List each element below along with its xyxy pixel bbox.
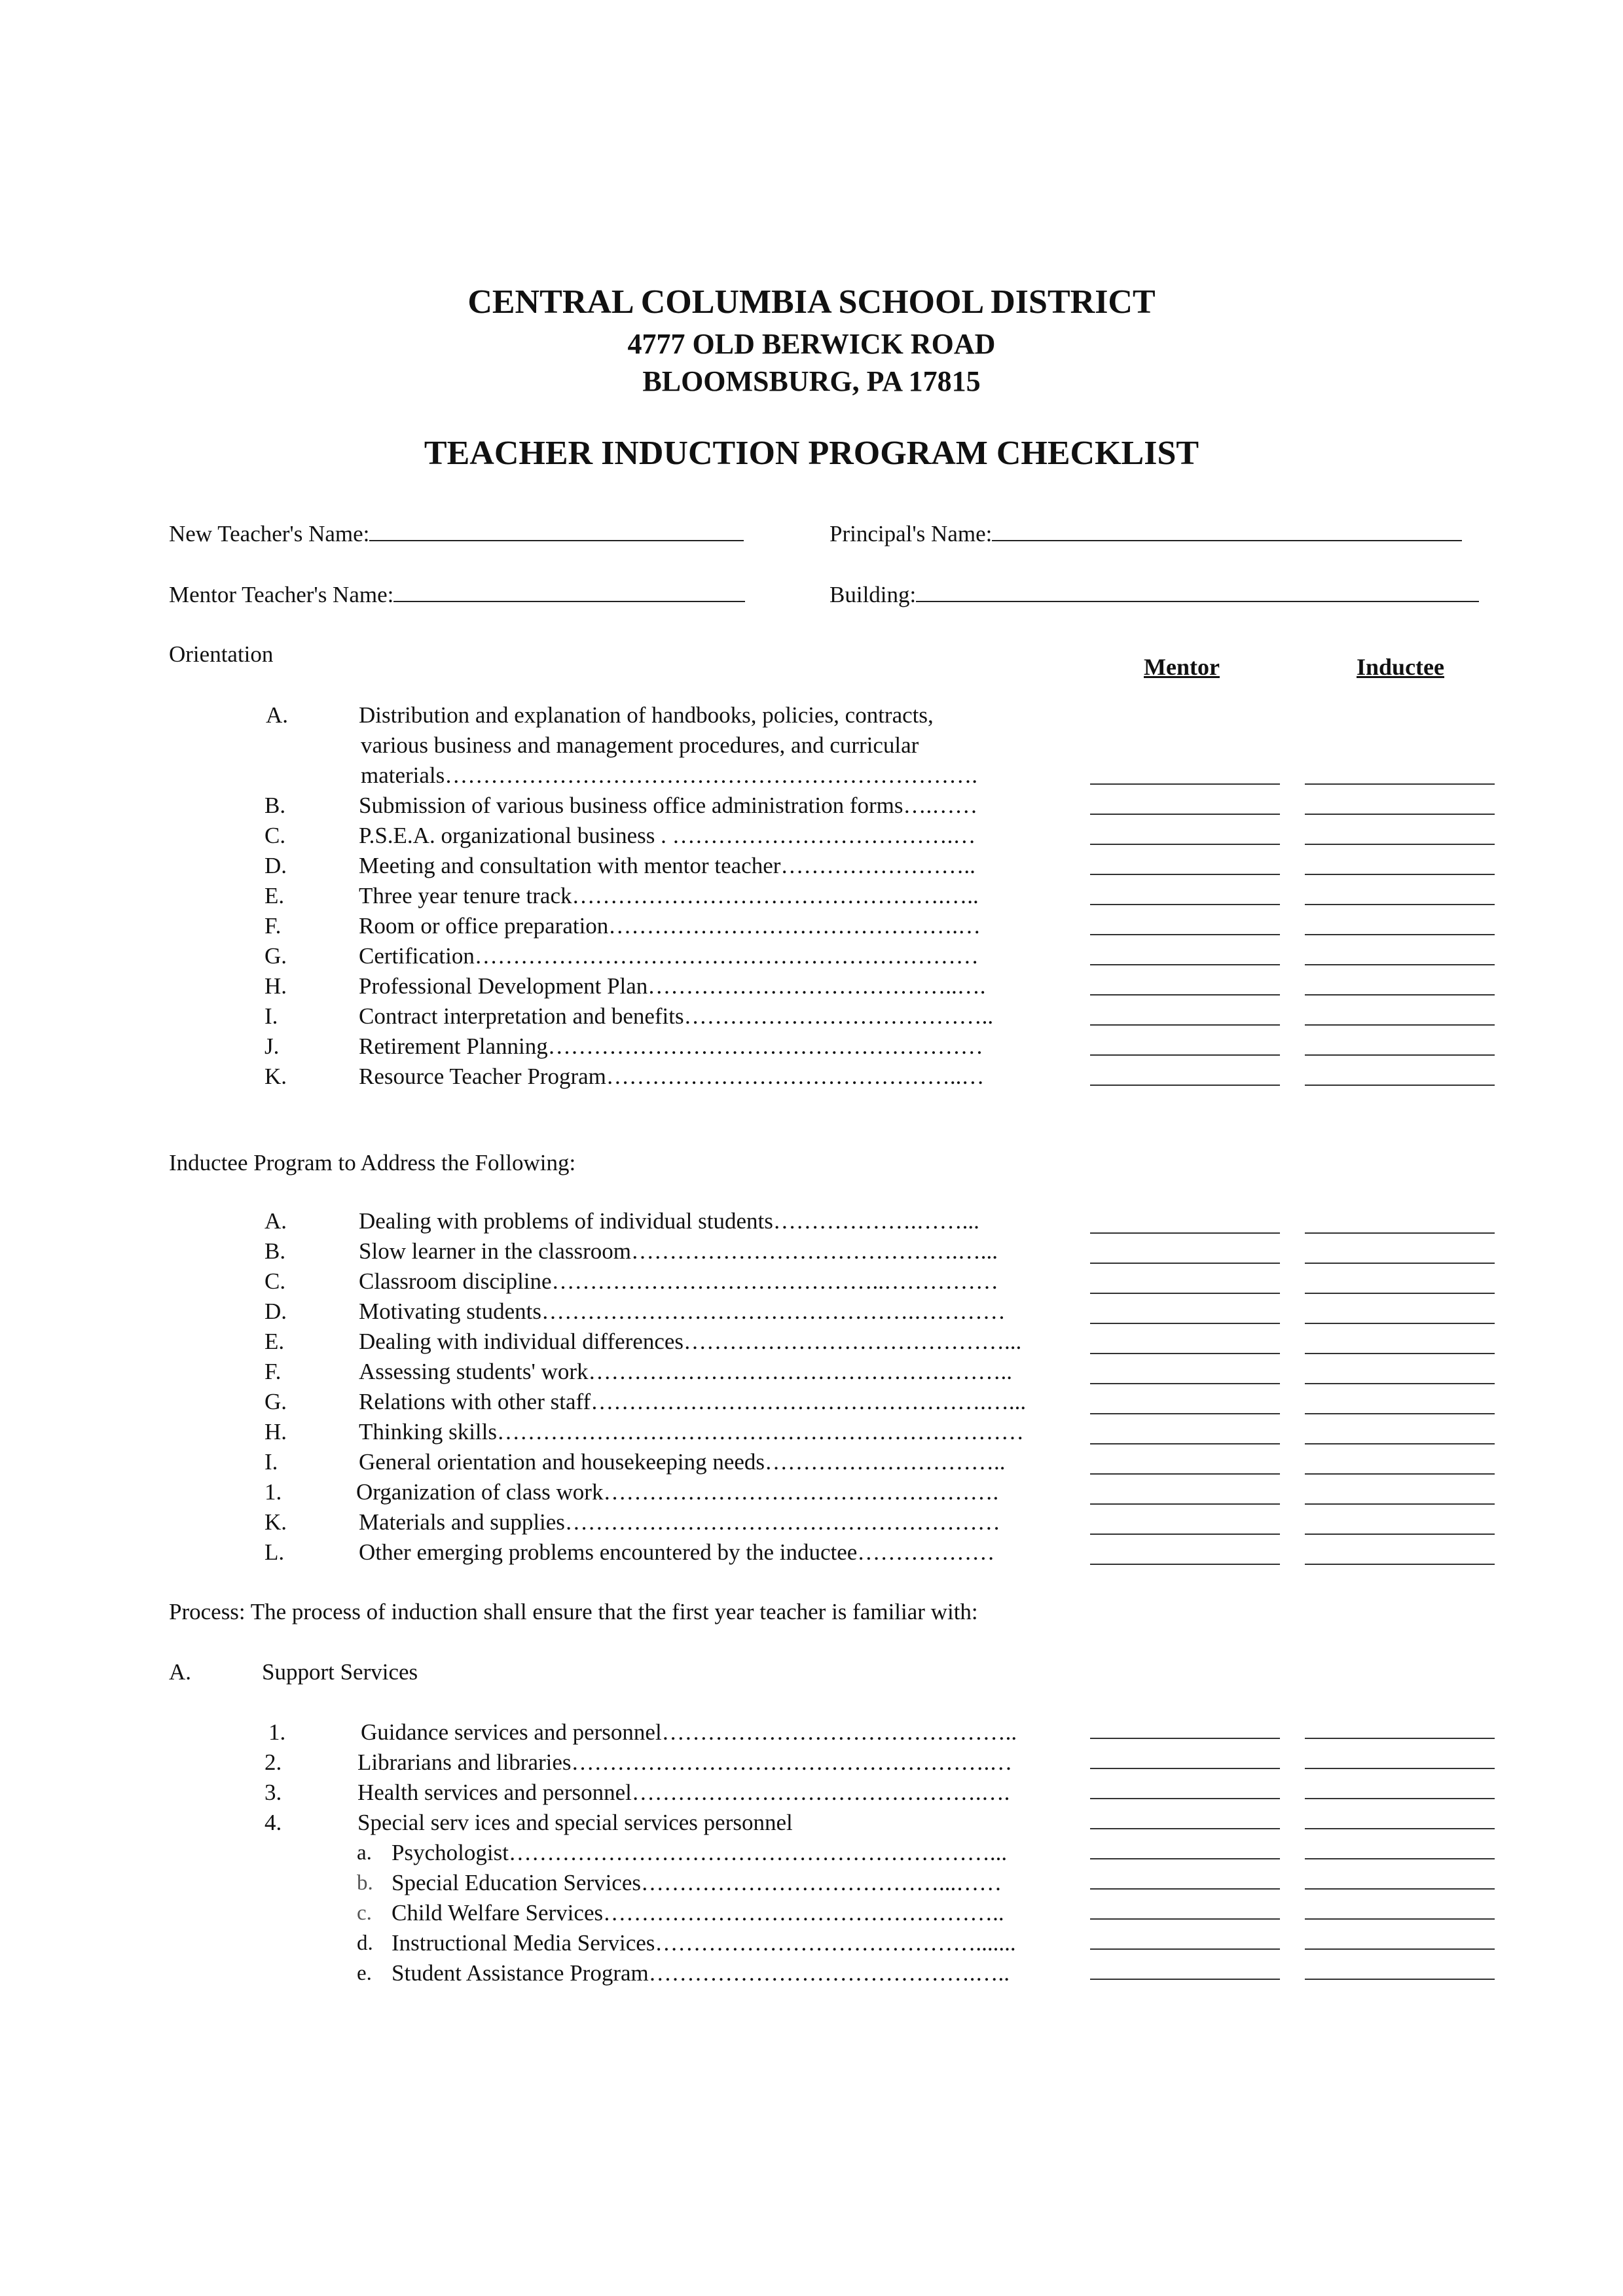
mentor-signature-line[interactable] xyxy=(1090,1798,1280,1799)
mentor-signature-line[interactable] xyxy=(1090,1054,1280,1056)
page-title: TEACHER INDUCTION PROGRAM CHECKLIST xyxy=(424,435,1199,472)
mentor-signature-line[interactable] xyxy=(1090,1383,1280,1384)
inductee-signature-line[interactable] xyxy=(1305,1293,1495,1294)
inductee-signature-line[interactable] xyxy=(1305,1918,1495,1920)
principal-input-line[interactable] xyxy=(992,520,1462,541)
inductee-signature-line[interactable] xyxy=(1305,1738,1495,1739)
principal-field[interactable] xyxy=(830,520,1462,547)
inductee-signature-line[interactable] xyxy=(1305,1888,1495,1890)
mentor-signature-line[interactable] xyxy=(1090,1918,1280,1920)
orientation-item-text: Three year tenure track………………………………………….….. xyxy=(359,883,979,908)
inductee-signature-line[interactable] xyxy=(1305,1085,1495,1086)
support-item-text: Guidance services and personnel……………………………………….. xyxy=(361,1719,1017,1745)
orientation-item-a-line3: materials……………………………………………………………. xyxy=(361,762,978,788)
inductee-signature-line[interactable] xyxy=(1305,844,1495,845)
inductee-signature-line[interactable] xyxy=(1305,1768,1495,1769)
new-teacher-field[interactable] xyxy=(169,520,744,547)
mentor-signature-line[interactable] xyxy=(1090,1232,1280,1234)
orientation-item-marker: E. xyxy=(264,883,285,908)
mentor-signature-line[interactable] xyxy=(1090,934,1280,935)
mentor-signature-line[interactable] xyxy=(1090,1443,1280,1444)
support-subitem-marker: a. xyxy=(357,1841,372,1865)
inductee-item-marker: C. xyxy=(264,1268,286,1294)
support-item-marker: 1. xyxy=(268,1719,286,1745)
new-teacher-input-line[interactable] xyxy=(369,520,744,541)
mentor-signature-line[interactable] xyxy=(1090,844,1280,845)
inductee-signature-line[interactable] xyxy=(1305,1024,1495,1026)
mentor-signature-line[interactable] xyxy=(1090,1858,1280,1859)
orientation-item-marker: I. xyxy=(264,1003,278,1029)
mentor-signature-line[interactable] xyxy=(1090,1979,1280,1980)
support-item-text: Health services and personnel……………………………………….…. xyxy=(357,1780,1010,1805)
inductee-signature-line[interactable] xyxy=(1305,1232,1495,1234)
inductee-item-text: Relations with other staff…………………………………………….…... xyxy=(359,1389,1027,1414)
orientation-item-text: Meeting and consultation with mentor teacher…………………….. xyxy=(359,853,976,878)
inductee-program-heading: Inductee Program to Address the Following: xyxy=(169,1150,576,1175)
inductee-item-marker: L. xyxy=(264,1539,285,1565)
orientation-item-marker: G. xyxy=(264,943,287,969)
inductee-item-marker: H. xyxy=(264,1419,287,1444)
support-subitem-marker: e. xyxy=(357,1962,372,1985)
support-subitem-marker: c. xyxy=(357,1901,372,1925)
inductee-item-marker: E. xyxy=(264,1329,285,1354)
inductee-item-text: General orientation and housekeeping needs………………………….. xyxy=(359,1449,1006,1475)
inductee-signature-line[interactable] xyxy=(1305,1443,1495,1444)
mentor-signature-line[interactable] xyxy=(1090,1263,1280,1264)
inductee-signature-line[interactable] xyxy=(1305,1828,1495,1829)
mentor-signature-line[interactable] xyxy=(1090,1948,1280,1950)
mentor-teacher-field[interactable] xyxy=(169,581,745,608)
inductee-item-text: Motivating students………………………………………….………… xyxy=(359,1299,1006,1324)
mentor-signature-line[interactable] xyxy=(1090,1413,1280,1414)
support-item-marker: 3. xyxy=(264,1780,282,1805)
inductee-item-marker: 1. xyxy=(264,1479,282,1505)
orientation-item-a-marker: A. xyxy=(266,702,289,728)
orientation-item-text: P.S.E.A. organizational business . ……………………………….… xyxy=(359,823,976,848)
inductee-item-text: Other emerging problems encountered by the inductee……………… xyxy=(359,1539,995,1565)
inductee-signature-line[interactable] xyxy=(1305,1323,1495,1324)
orientation-item-text: Certification………………………………………………………… xyxy=(359,943,979,969)
inductee-signature-line[interactable] xyxy=(1305,1858,1495,1859)
inductee-item-marker: F. xyxy=(264,1359,282,1384)
inductee-item-text: Slow learner in the classroom…………………………………….…... xyxy=(359,1238,998,1264)
inductee-signature-line[interactable] xyxy=(1305,1353,1495,1354)
inductee-signature-line[interactable] xyxy=(1305,783,1495,785)
support-subitem-text: Psychologist………………………………………………………... xyxy=(392,1840,1008,1865)
inductee-signature-line[interactable] xyxy=(1305,1979,1495,1980)
inductee-item-marker: D. xyxy=(264,1299,287,1324)
inductee-item-marker: B. xyxy=(264,1238,286,1264)
orientation-item-a-line1: Distribution and explanation of handbooks, policies, contracts, xyxy=(359,702,934,728)
inductee-item-text: Organization of class work……………………………………………. xyxy=(356,1479,999,1505)
support-item-marker: 2. xyxy=(264,1749,282,1775)
inductee-signature-line[interactable] xyxy=(1305,1948,1495,1950)
support-subitem-text: Instructional Media Services……………………………………....... xyxy=(392,1930,1016,1956)
mentor-signature-line[interactable] xyxy=(1090,1768,1280,1769)
orientation-heading: Orientation xyxy=(169,641,274,667)
support-subitem-marker: d. xyxy=(357,1931,373,1955)
inductee-signature-line[interactable] xyxy=(1305,904,1495,905)
orientation-item-text: Retirement Planning………………………………………………… xyxy=(359,1033,983,1059)
inductee-signature-line[interactable] xyxy=(1305,874,1495,875)
mentor-signature-line[interactable] xyxy=(1090,964,1280,965)
orientation-item-text: Room or office preparation……………………………………….… xyxy=(359,913,981,939)
inductee-item-marker: A. xyxy=(264,1208,287,1234)
orientation-item-text: Resource Teacher Program………………………………………..… xyxy=(359,1064,985,1089)
support-subitem-text: Student Assistance Program…………………………………….….. xyxy=(392,1960,1010,1986)
orientation-item-text: Professional Development Plan…………………………………..…. xyxy=(359,973,986,999)
inductee-column-heading: Inductee xyxy=(1357,654,1444,680)
support-item-text: Special serv ices and special services personnel xyxy=(357,1810,793,1835)
principal-label: Principal's Name: xyxy=(830,521,993,547)
support-item-text: Librarians and libraries……………………………………………….… xyxy=(357,1749,1013,1775)
orientation-item-marker: D. xyxy=(264,853,287,878)
inductee-item-marker: K. xyxy=(264,1509,287,1535)
inductee-item-marker: I. xyxy=(264,1449,278,1475)
inductee-item-marker: G. xyxy=(264,1389,287,1414)
orientation-item-marker: C. xyxy=(264,823,286,848)
inductee-signature-line[interactable] xyxy=(1305,1054,1495,1056)
support-item-marker: 4. xyxy=(264,1810,282,1835)
inductee-signature-line[interactable] xyxy=(1305,1413,1495,1414)
mentor-signature-line[interactable] xyxy=(1090,994,1280,996)
inductee-item-text: Dealing with problems of individual students……………….……... xyxy=(359,1208,979,1234)
support-services-marker: A. xyxy=(169,1659,192,1685)
mentor-teacher-input-line[interactable] xyxy=(393,581,745,602)
district-city: BLOOMSBURG, PA 17815 xyxy=(642,365,981,397)
inductee-signature-line[interactable] xyxy=(1305,1798,1495,1799)
building-input-line[interactable] xyxy=(916,581,1479,602)
support-subitem-marker: b. xyxy=(357,1871,373,1895)
support-subitem-text: Special Education Services…………………………………...…… xyxy=(392,1870,1002,1895)
orientation-item-text: Contract interpretation and benefits………………………………….. xyxy=(359,1003,994,1029)
district-address: 4777 OLD BERWICK ROAD xyxy=(627,328,996,360)
support-services-heading: Support Services xyxy=(262,1659,418,1685)
inductee-signature-line[interactable] xyxy=(1305,814,1495,815)
inductee-item-text: Classroom discipline……………………………………..…………… xyxy=(359,1268,999,1294)
inductee-signature-line[interactable] xyxy=(1305,994,1495,996)
inductee-item-text: Assessing students' work……………………………………………….. xyxy=(359,1359,1012,1384)
support-subitem-text: Child Welfare Services…………………………………………….. xyxy=(392,1900,1004,1926)
inductee-signature-line[interactable] xyxy=(1305,1383,1495,1384)
mentor-signature-line[interactable] xyxy=(1090,1085,1280,1086)
inductee-signature-line[interactable] xyxy=(1305,1534,1495,1535)
mentor-signature-line[interactable] xyxy=(1090,1473,1280,1475)
mentor-signature-line[interactable] xyxy=(1090,1293,1280,1294)
inductee-signature-line[interactable] xyxy=(1305,964,1495,965)
mentor-signature-line[interactable] xyxy=(1090,1738,1280,1739)
orientation-item-a-line2: various business and management procedures, and curricular xyxy=(361,732,919,758)
orientation-item-marker: J. xyxy=(264,1033,280,1059)
mentor-signature-line[interactable] xyxy=(1090,1503,1280,1505)
orientation-item-marker: B. xyxy=(264,793,286,818)
inductee-signature-line[interactable] xyxy=(1305,1263,1495,1264)
mentor-signature-line[interactable] xyxy=(1090,904,1280,905)
orientation-item-marker: K. xyxy=(264,1064,287,1089)
inductee-item-text: Thinking skills…………………………………………………………… xyxy=(359,1419,1024,1444)
building-label: Building: xyxy=(830,582,917,607)
mentor-column-heading: Mentor xyxy=(1144,654,1220,680)
process-statement: Process: The process of induction shall ensure that the first year teacher is familiar with: xyxy=(169,1599,978,1624)
inductee-signature-line[interactable] xyxy=(1305,934,1495,935)
orientation-item-text: Submission of various business office administration forms….…… xyxy=(359,793,978,818)
district-name: CENTRAL COLUMBIA SCHOOL DISTRICT xyxy=(467,283,1156,321)
mentor-signature-line[interactable] xyxy=(1090,814,1280,815)
orientation-item-marker: H. xyxy=(264,973,287,999)
inductee-signature-line[interactable] xyxy=(1305,1564,1495,1565)
mentor-signature-line[interactable] xyxy=(1090,1024,1280,1026)
inductee-signature-line[interactable] xyxy=(1305,1503,1495,1505)
building-field[interactable] xyxy=(830,581,1479,608)
mentor-signature-line[interactable] xyxy=(1090,1828,1280,1829)
mentor-teacher-label: Mentor Teacher's Name: xyxy=(169,582,394,607)
mentor-signature-line[interactable] xyxy=(1090,1323,1280,1324)
inductee-item-text: Materials and supplies………………………………………………… xyxy=(359,1509,1000,1535)
new-teacher-label: New Teacher's Name: xyxy=(169,521,370,547)
mentor-signature-line[interactable] xyxy=(1090,1888,1280,1890)
inductee-signature-line[interactable] xyxy=(1305,1473,1495,1475)
inductee-item-text: Dealing with individual differences……………………………………... xyxy=(359,1329,1022,1354)
mentor-signature-line[interactable] xyxy=(1090,1534,1280,1535)
mentor-signature-line[interactable] xyxy=(1090,1564,1280,1565)
mentor-signature-line[interactable] xyxy=(1090,1353,1280,1354)
orientation-item-marker: F. xyxy=(264,913,282,939)
mentor-signature-line[interactable] xyxy=(1090,783,1280,785)
mentor-signature-line[interactable] xyxy=(1090,874,1280,875)
